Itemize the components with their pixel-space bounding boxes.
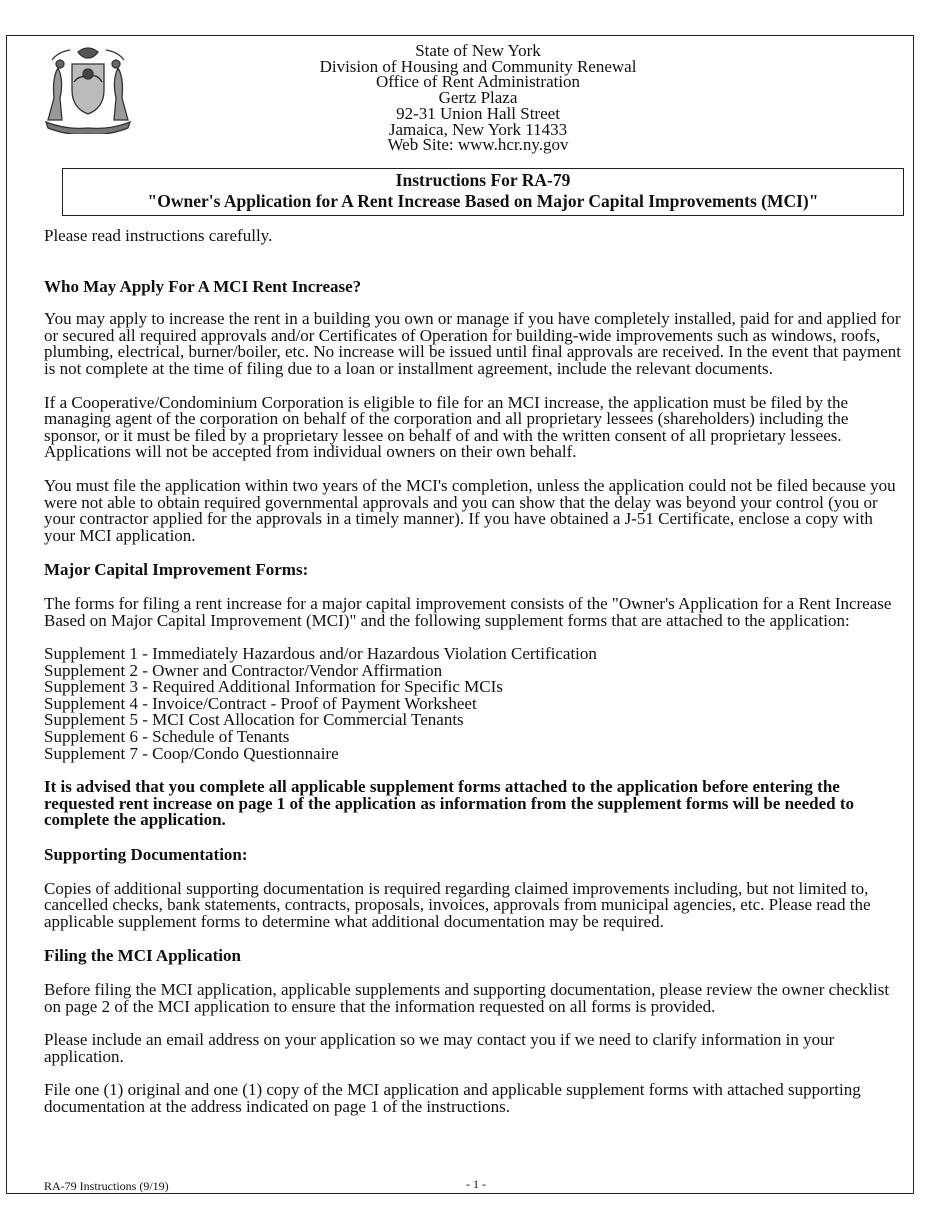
intro-text: Please read instructions carefully. (44, 226, 273, 245)
supplement-list (44, 646, 906, 762)
who-paragraph-3: You must file the application within two years of the MCI's completion, unless the application could not be filed because you were not able to obtain required governmental approvals and you can show that the delay was beyond your control (you or your contractor applied for the approvals in a timely manner). If you have obtained a J-51 Certificate, enclose a copy with your MCI application. (44, 475, 896, 545)
title-line-1: Instructions For RA-79 (395, 170, 571, 190)
state-seal-icon (40, 42, 136, 134)
list-item: Supplement 6 - Schedule of Tenants (44, 727, 290, 747)
header-city: Jamaica, New York 11433 (388, 119, 568, 139)
header-street: 92-31 Union Hall Street (396, 103, 560, 123)
page-number: - 1 - (466, 1177, 486, 1191)
list-item: Supplement 5 - MCI Cost Allocation for Commercial Tenants (44, 710, 464, 730)
title-line-2: "Owner's Application for A Rent Increase Based on Major Capital Improvements (MCI)" (147, 191, 819, 211)
list-item: Supplement 2 - Owner and Contractor/Vendor Affirmation (44, 660, 443, 680)
list-item: Supplement 1 - Immediately Hazardous and/or Hazardous Violation Certification (44, 644, 597, 664)
header-state: State of New York (415, 41, 541, 60)
header-division: Division of Housing and Community Renewal (319, 56, 637, 76)
filing-paragraph-1: Before filing the MCI application, applicable supplements and supporting documentation, please review the owner checklist on page 2 of the MCI application to ensure that the information requested on all forms is provided. (44, 980, 890, 1016)
form-id-footer: RA-79 Instructions (9/19) (44, 1179, 169, 1193)
agency-header (230, 43, 726, 153)
header-website: Web Site: www.hcr.ny.gov (387, 135, 569, 155)
supporting-docs-paragraph: Copies of additional supporting documentation is required regarding claimed improvements including, but not limited to, cancelled checks, bank statements, contracts, proposals, invoices, approvals from municipal agencies, etc. Please read the applicable supplement forms to determine what additional documentation may be required. (44, 878, 871, 931)
instructions-title-box (62, 168, 904, 216)
list-item: Supplement 3 - Required Additional Information for Specific MCIs (44, 677, 503, 697)
who-paragraph-2: If a Cooperative/Condominium Corporation is eligible to file for an MCI increase, the application must be filed by the managing agent of the corporation on behalf of the corporation and all proprietary lessees (shareholders) including the sponsor, or it must be filed by a proprietary lessee on behalf of and with the written consent of all proprietary lessees. Applications will not be accepted from individual owners on their own behalf. (44, 392, 849, 462)
who-may-apply-heading: Who May Apply For A MCI Rent Increase? (44, 276, 362, 296)
header-office: Office of Rent Administration (375, 72, 581, 92)
instructions-body (44, 228, 906, 1116)
list-item: Supplement 4 - Invoice/Contract - Proof of Payment Worksheet (44, 693, 477, 713)
filing-heading: Filing the MCI Application (44, 946, 241, 966)
forms-heading: Major Capital Improvement Forms: (44, 560, 309, 580)
filing-paragraph-3: File one (1) original and one (1) copy of the MCI application and applicable supplement forms with attached supporting documentation at the address indicated on page 1 of the instructions. (44, 1080, 861, 1116)
supporting-docs-heading: Supporting Documentation: (44, 845, 248, 865)
advice-paragraph: It is advised that you complete all applicable supplement forms attached to the application before entering the requested rent increase on page 1 of the application as information from the supplement forms will be needed to complete the application. (44, 777, 854, 830)
forms-paragraph: The forms for filing a rent increase for a major capital improvement consists of the "Owner's Application for a Rent Increase Based on Major Capital Improvement (MCI)" and the following supplement forms that are attached to the application: (44, 593, 892, 630)
list-item: Supplement 7 - Coop/Condo Questionnaire (44, 743, 339, 763)
who-paragraph-1: You may apply to increase the rent in a building you own or manage if you have completely installed, paid for and applied for or secured all required approvals and/or Certificates of Operation for building-wide improvements such as windows, roofs, plumbing, electrical, burner/boiler, etc. No increase will be issued until final approvals are received. In the event that payment is not complete at the time of filing due to a loan or installment agreement, include the relevant documents. (44, 309, 902, 378)
filing-paragraph-2: Please include an email address on your application so we may contact you if we need to clarify information in your application. (44, 1030, 835, 1066)
header-plaza: Gertz Plaza (438, 88, 518, 108)
